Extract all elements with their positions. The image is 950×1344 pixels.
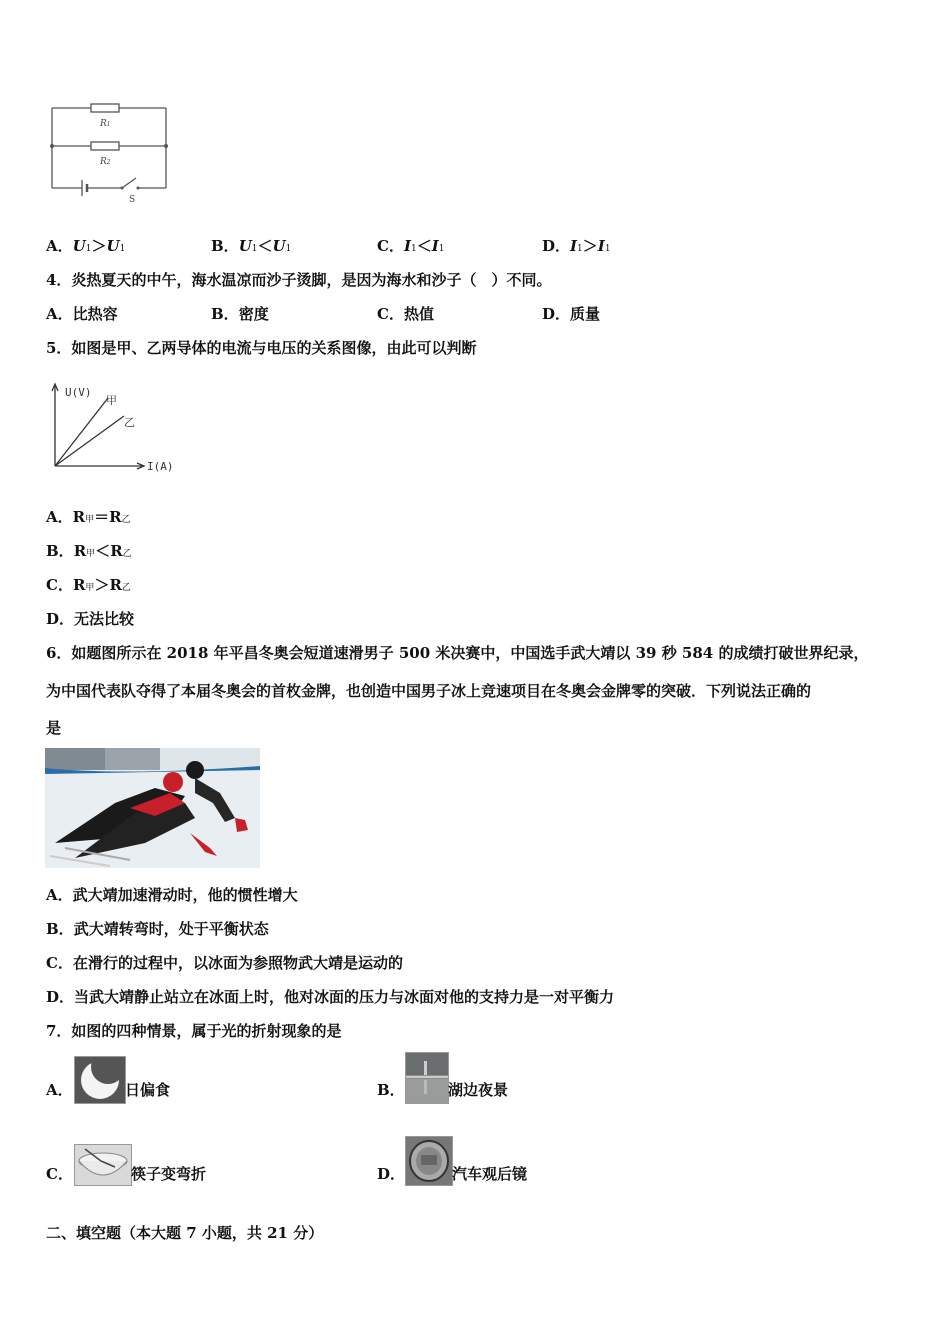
r1-label: R1	[100, 119, 111, 129]
q6-option-d[interactable]: D．当武大靖静止站立在冰面上时，他对冰面的压力与冰面对他的支持力是一对平衡力	[46, 988, 615, 1006]
lake-night-scene-image	[405, 1052, 449, 1104]
q6-option-a[interactable]: A．武大靖加速滑动时，他的惯性增大	[46, 886, 298, 904]
q6-stem-line2: 为中国代表队夺得了本届冬奥会的首枚金牌，也创造中国男子冰上竞速项目在冬奥会金牌零的突破．下列说法正确的	[46, 682, 812, 700]
q5-option-a[interactable]: A．R甲＝R乙	[46, 508, 131, 526]
line-yi-label: 乙	[124, 416, 135, 429]
u-i-graph	[44, 374, 189, 478]
q4-option-b[interactable]: B．密度	[211, 305, 269, 323]
x-axis-label: I(A)	[147, 460, 174, 473]
q3-option-d[interactable]: D．I1＞I1	[542, 237, 611, 255]
section-2-title: 二、填空题（本大题 7 小题，共 21 分）	[46, 1224, 324, 1242]
speed-skating-photo	[45, 748, 260, 868]
q3-option-a[interactable]: A．U1＞U1	[46, 237, 126, 255]
q4-option-c[interactable]: C．热值	[377, 305, 434, 323]
q7-option-c-label[interactable]: 筷子变弯折	[131, 1165, 207, 1183]
y-axis-label: U(V)	[65, 386, 92, 399]
line-jia-label: 甲	[106, 394, 117, 407]
q7-option-a-letter[interactable]: A．	[46, 1081, 73, 1099]
q6-stem-line3: 是	[46, 719, 62, 737]
r2-label: R2	[100, 157, 111, 167]
q6-option-b[interactable]: B．武大靖转弯时，处于平衡状态	[46, 920, 269, 938]
q7-option-d-letter[interactable]: D．	[377, 1165, 406, 1183]
q5-stem: 5．如图是甲、乙两导体的电流与电压的关系图像，由此可以判断	[46, 339, 477, 357]
q7-stem: 7．如图的四种情景，属于光的折射现象的是	[46, 1022, 342, 1040]
q7-option-d-label[interactable]: 汽车观后镜	[452, 1165, 528, 1183]
bent-chopsticks-image	[74, 1144, 132, 1186]
q4-stem: 4．炎热夏天的中午，海水温凉而沙子烫脚，是因为海水和沙子（ ）不同。	[46, 271, 552, 289]
q5-option-c[interactable]: C．R甲＞R乙	[46, 576, 131, 594]
q5-option-d[interactable]: D．无法比较	[46, 610, 135, 628]
partial-eclipse-image	[74, 1056, 126, 1104]
q7-option-b-letter[interactable]: B．	[377, 1081, 405, 1099]
q4-option-a[interactable]: A．比热容	[46, 305, 118, 323]
q6-option-c[interactable]: C．在滑行的过程中，以冰面为参照物武大靖是运动的	[46, 954, 403, 972]
q7-option-c-letter[interactable]: C．	[46, 1165, 73, 1183]
q4-option-d[interactable]: D．质量	[542, 305, 601, 323]
q5-option-b[interactable]: B．R甲＜R乙	[46, 542, 132, 560]
circuit-diagram	[44, 96, 179, 208]
q7-option-b-label[interactable]: 湖边夜景	[448, 1081, 509, 1099]
q7-option-a-label[interactable]: 日偏食	[125, 1081, 171, 1099]
q3-option-b[interactable]: B．U1＜U1	[211, 237, 292, 255]
q3-option-c[interactable]: C．I1＜I1	[377, 237, 445, 255]
switch-label: S	[129, 195, 136, 205]
q6-stem-line1: 6．如题图所示在 2018 年平昌冬奥会短道速滑男子 500 米决赛中，中国选手武大靖以 39 秒 584 的成绩打破世界纪录，	[46, 644, 869, 662]
car-mirror-image	[405, 1136, 453, 1186]
